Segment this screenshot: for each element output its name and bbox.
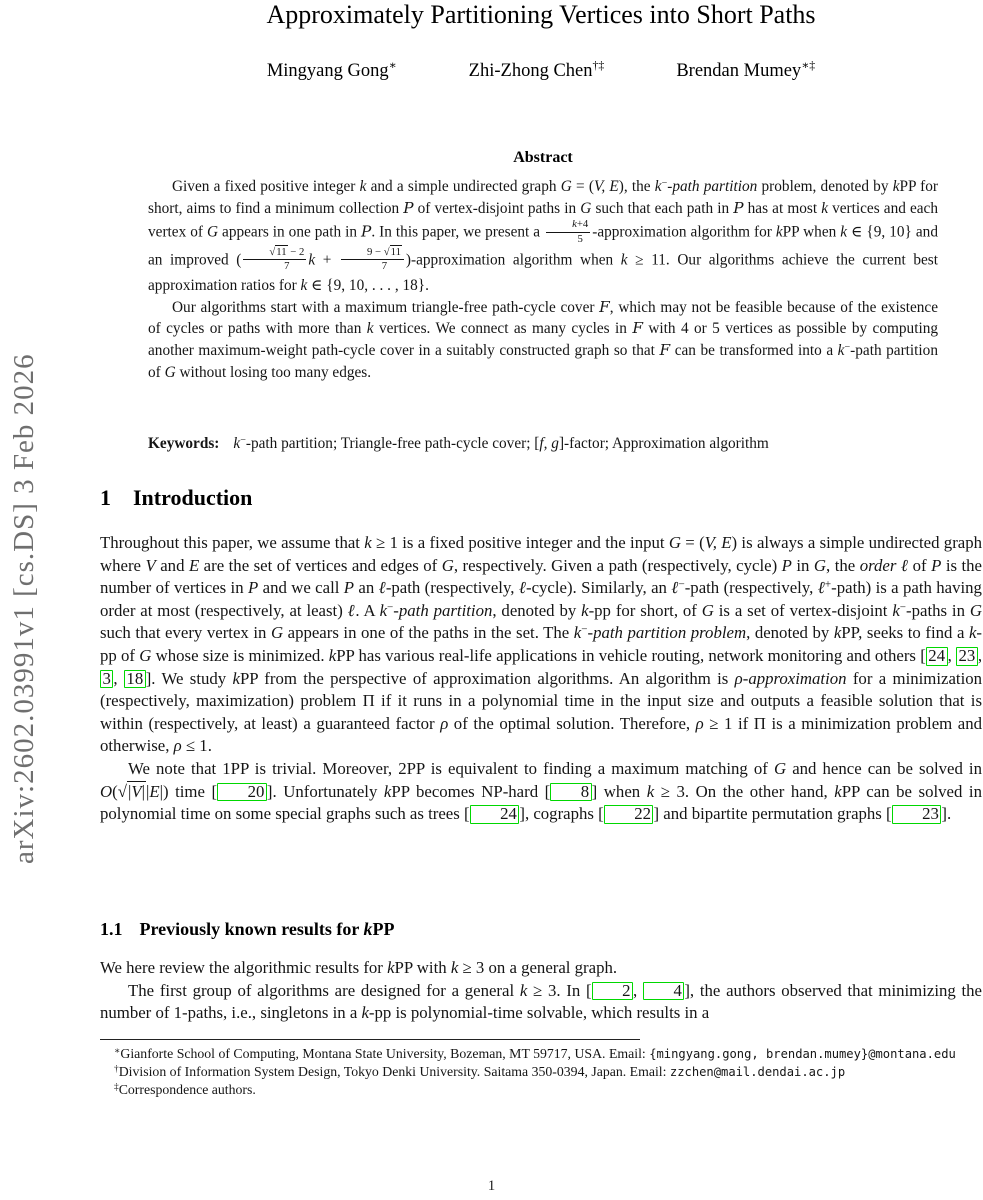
authors-row bbox=[100, 58, 982, 82]
footnote-rule bbox=[100, 1039, 640, 1040]
s11-paragraph-2: The first group of algorithms are designed for a general k ≥ 3. In [ 2 , 4 ], the authors observed that minimizing the number of 1-paths, i.e., singletons in a k-pp is polynomial-time solvable, which results in a bbox=[100, 980, 983, 1023]
s11-paragraph-1: We here review the algorithmic results for kPP with k ≥ 3 on a general graph. bbox=[100, 958, 618, 977]
fraction: $\frac{k+4}{5}$ bbox=[546, 218, 590, 246]
section-1-1-number: 1.1 bbox=[100, 919, 123, 939]
citation-link[interactable]: 24 bbox=[926, 647, 948, 666]
keywords-text: k−-path partition; Triangle-free path-cycle cover; [f, g]-factor; Approximation algorithm bbox=[233, 434, 769, 452]
abstract-paragraph-2: Our algorithms start with a maximum triangle-free path-cycle cover F, which may not be feasible because of the existence of cycles or paths with more than k vertices. We connect as many cycles in F with 4 or 5 vertices as possible by computing another maximum-weight path-cycle cover in a suitably constructed graph so that F can be transformed into a k−-path partition of G without losing too many edges. bbox=[148, 297, 938, 381]
section-1-1-title: Previously known results for kPP bbox=[139, 919, 395, 939]
section-1-1-body bbox=[100, 957, 982, 1025]
citation-link[interactable]: 20 bbox=[217, 783, 267, 802]
author-affiliation-marks: ∗‡ bbox=[801, 58, 816, 72]
introduction-body bbox=[100, 532, 982, 826]
citation-link[interactable]: 4 bbox=[643, 982, 684, 1001]
intro-paragraph-1: Throughout this paper, we assume that k ≥ 1 is a fixed positive integer and the input G = (V, E) is always a simple undirected graph where V and E are the set of vertices and edges of G, respectively. Given a path (respectively, cycle) P in G, the order ℓ of P is the number of vertices in P and we call P an ℓ-path (respectively, ℓ-cycle). Similarly, an ℓ−-path (respectively, ℓ+-path) is a path having order at most (respectively, at least) ℓ. A k−-path partition, denoted by k-pp for short, of G is a set of vertex-disjoint k−-paths in G such that every vertex in G appears in one of the paths in the set. The k−-path partition problem, denoted by kPP, seeks to find a k-pp of G whose size is minimized. kPP has various real-life applications in vehicle routing, network monitoring and others [ 24 , 23 , 3 , 18 ]. We study kPP from the perspective of approximation algorithms. An algorithm is ρ-approximation for a minimization (respectively, maximization) problem Π if it runs in a polynomial time in the input size and outputs a feasible solution that is within (respectively, at least) a guaranteed factor ρ of the optimal solution. Therefore, ρ ≥ 1 if Π is a minimization problem and otherwise, ρ ≤ 1. bbox=[100, 533, 983, 756]
footnote: ∗Gianforte School of Computing, Montana State University, Bozeman, MT 59717, USA. Email: {mingyang.gong, brendan.mumey}@montana.edu bbox=[114, 1046, 956, 1061]
abstract-paragraph-1: Given a fixed positive integer k and a simple undirected graph G = (V, E), the k−-path partition problem, denoted by kPP for short, aims to find a minimum collection P of vertex-disjoint paths in G such that each path in P has at most k vertices and each vertex of G appears in one path in P. In this paper, we present a $\frac{k+4}{5}$ -approximation algorithm for kPP when k ∈ {9, 10} and an improved ( $\frac{√11 - 2}{7}$ k + $\frac{9 - √11}{7}$ )-approximation algorithm when k ≥ 11. Our algorithms achieve the current best approximation ratios for k ∈ {9, 10, . . . , 18}. bbox=[148, 177, 939, 294]
abstract-heading: Abstract bbox=[513, 149, 573, 166]
footnote: ‡Correspondence authors. bbox=[114, 1082, 256, 1098]
author-affiliation-marks: †‡ bbox=[592, 58, 605, 72]
citation-link[interactable]: 2 bbox=[592, 982, 633, 1001]
sqrt-radical: √11 bbox=[383, 246, 401, 259]
section-1-heading bbox=[100, 485, 252, 511]
section-1-number: 1 bbox=[100, 485, 111, 510]
citation-link[interactable]: 18 bbox=[124, 670, 146, 689]
citation-link[interactable]: 24 bbox=[470, 805, 520, 824]
intro-paragraph-2: We note that 1PP is trivial. Moreover, 2PP is equivalent to finding a maximum matching of G and hence can be solved in O(√|V||E|) time [ 20 ]. Unfortunately kPP becomes NP-hard [ 8 ] when k ≥ 3. On the other hand, kPP can be solved in polynomial time on some special graphs such as trees [ 24 ], cographs [ 22 ] and bipartite permutation graphs [ 23 ]. bbox=[100, 758, 982, 824]
footnote-mark: ‡ bbox=[114, 1082, 119, 1093]
footnote-mark: ∗ bbox=[114, 1046, 121, 1057]
citation-link[interactable]: 23 bbox=[956, 647, 978, 666]
footnote-mark: † bbox=[114, 1064, 119, 1075]
author-name: Brendan Mumey∗‡ bbox=[676, 58, 816, 82]
sqrt-radical: √|V| bbox=[117, 781, 145, 801]
citation-link[interactable]: 8 bbox=[550, 783, 591, 802]
footnote: †Division of Information System Design, Tokyo Denki University. Saitama 350-0394, Japan. Email: zzchen@mail.dendai.ac.jp bbox=[114, 1064, 846, 1080]
citation-link[interactable]: 23 bbox=[892, 805, 942, 824]
fraction: $\frac{9 - √11}{7}$ bbox=[341, 246, 404, 274]
section-1-title: Introduction bbox=[133, 485, 253, 510]
page-number: 1 bbox=[487, 1178, 496, 1194]
citation-link[interactable]: 3 bbox=[100, 670, 113, 689]
author-affiliation-marks: ∗ bbox=[388, 58, 397, 72]
sqrt-radical: √11 bbox=[269, 246, 287, 259]
author-name: Mingyang Gong∗ bbox=[266, 58, 397, 82]
abstract-body bbox=[148, 176, 938, 383]
footnotes-block bbox=[100, 1045, 982, 1100]
arxiv-watermark: arXiv:2602.03991v1 [cs.DS] 3 Feb 2026 bbox=[8, 353, 40, 864]
citation-link[interactable]: 22 bbox=[604, 805, 654, 824]
keywords-line bbox=[148, 433, 938, 454]
keywords-label: Keywords: bbox=[148, 435, 220, 452]
paper-title: Approximately Partitioning Vertices into Short Paths bbox=[266, 0, 816, 29]
author-name: Zhi-Zhong Chen†‡ bbox=[468, 58, 605, 82]
fraction: $\frac{√11 - 2}{7}$ bbox=[243, 246, 306, 274]
section-1-1-heading bbox=[100, 919, 395, 940]
